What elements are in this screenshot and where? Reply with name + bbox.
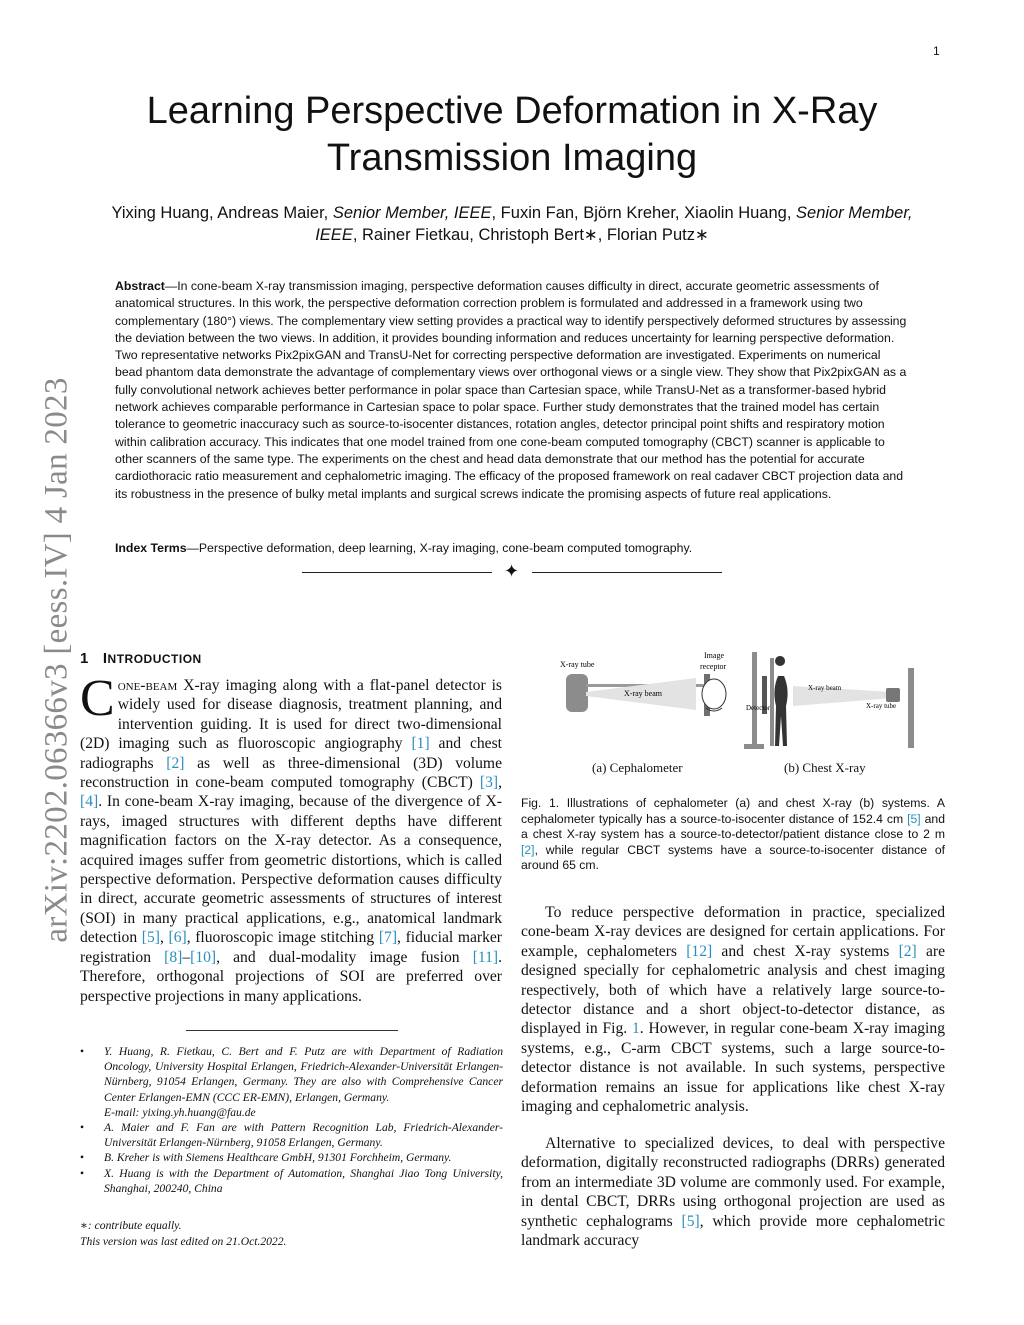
citation-link[interactable]: [5] [141,929,160,947]
footnote-item: • B. Kreher is with Siemens Healthcare GmbH, 91301 Forchheim, Germany. [80,1150,503,1165]
index-terms-text: —Perspective deformation, deep learning, X-ray imaging, cone-beam computed tomography. [186,541,693,555]
footnote-text: Y. Huang, R. Fietkau, C. Bert and F. Putz are with Department of Radiation Oncology, University Hospital Erlangen, Friedrich-Alexander-Universität Erlangen-Nürnberg, 91054 Erlangen, Germany. They are also with Comprehensive Cancer Center Erlangen-EMN (CCC ER-EMN), Erlangen, Germany. [104,1045,503,1104]
section-number: 1 [80,650,89,667]
citation-link[interactable]: [11] [472,948,499,966]
figure-label: X-ray tube [866,702,897,710]
paragraph-text: To reduce perspective deformation in practice, specialized cone-beam X-ray devices are designed for certain applications. For example, cephalometers [521,904,945,960]
citation-link[interactable]: [12] [686,942,713,960]
section-title-rest: NTRODUCTION [107,652,202,666]
paragraph-text: Alternative to specialized devices, to deal with perspective deformation, digitally reconstructed radiographs (DRRs) generated from an intermediate 3D volume are commonly used. For example, in dental CBCT, DRRs using orthogonal projection are used as synthetic cephalograms [521,1135,945,1230]
intro-text: , and dual-modality image fusion [216,948,473,966]
paragraph-text: . However, in regular cone-beam X-ray imaging systems, e.g., C-arm CBCT systems, such a large source-to-detector distance is not available. In such systems, perspective deformation remains an issue for applications like chest X-ray imaging and cephalometric analysis. [521,1020,945,1116]
cephalometer-panel [560,651,727,716]
footnote-item [80,1044,503,1120]
citation-link[interactable]: [10] [190,948,217,966]
figure-label: X-ray tube [560,660,595,669]
divider-diamond-icon: ✦ [504,561,520,581]
caption-text: , while regular CBCT systems have a source-to-isocenter distance of around 65 cm. [521,842,945,872]
footnote-item: • A. Maier and F. Fan are with Pattern Recognition Lab, Friedrich-Alexander-Universität Erlangen-Nürnberg, 91058 Erlangen, Germany. [80,1120,503,1150]
divider-line-right [532,572,722,573]
page-number: 1 [933,44,940,58]
abstract-text: —In cone-beam X-ray transmission imaging, perspective deformation causes difficulty in direct, accurate geometric assessments of anatomical structures. In this work, the perspective deformation correction problem is formulated and addressed in a framework using two complementary (180°) views. The complementary view setting provides a practical way to identify perspectively deformed structures by assessing the deviation between the two views. In addition, it provides bounding information and reduces uncertainty for learning perspective deformation. Two representative networks Pix2pixGAN and TransU-Net for correcting perspective deformation are investigated. Experiments on numerical bead phantom data demonstrate the advantage of complementary views over orthogonal views or a single view. They show that Pix2pixGAN as a fully convolutional network achieves better performance in polar space than Cartesian space, while TransU-Net as a transformer-based hybrid network achieves comparable performance in Cartesian space to polar space. Further study demonstrates that the trained model has certain tolerance to geometric inaccuracy such as source-to-isocenter distances, rotation angles, detector principal point shifts and respiratory motion within calibration accuracy. This indicates that one model trained from one cone-beam computed tomography (CBCT) scanner is applicable to other scanners of the same type. The experiments on the chest and head data demonstrate that our method has the potential for accurate cardiothoracic ratio measurement and cephalometric imaging. The efficacy of the proposed framework on real cadaver CBCT projection data and its robustness in the presence of bulky metal implants and surgical screws indicate the promising aspects of future real applications. [115,279,907,501]
footnote-email: E-mail: yixing.yh.huang@fau.de [104,1105,256,1119]
intro-text: – [182,948,191,966]
paper-title: Learning Perspective Deformation in X-Ray Transmission Imaging [146,90,878,179]
figure-label: Detector [746,704,771,712]
patient-head-a [702,679,726,709]
figure-reference-link[interactable]: 1 [631,1020,640,1038]
citation-link[interactable]: [1] [411,735,430,753]
citation-link[interactable]: [3] [479,774,499,792]
divider-line-left [302,572,492,573]
detector-stand-2 [770,658,774,746]
citation-link[interactable]: [2] [521,842,535,857]
intro-text: . Therefore, orthogonal projections of SOI are preferred over perspective projections in many applications. [80,948,502,1005]
citation-link[interactable]: [4] [80,793,99,811]
paragraph-text: , which provide more cephalometric landmark accuracy [521,1212,945,1250]
authors-part-3: , Rainer Fietkau, Christoph Bert∗, Florian Putz∗ [352,226,709,244]
intro-text: as well as three-dimensional (3D) volume reconstruction in cone-beam computed tomography (CBCT) [80,754,502,792]
tube-stand [908,668,914,748]
equal-contribution-note: ∗: contribute equally. [80,1219,182,1232]
subfigure-caption-b: (b) Chest X-ray [784,760,866,775]
drop-cap: C [80,670,115,727]
figure-label: X-ray beam [624,689,662,698]
intro-paragraph [80,670,503,1006]
index-terms-label: Index Terms [115,541,187,555]
body-paragraph [521,1134,945,1250]
author-role-1: Senior Member, IEEE [332,204,492,222]
page-notes [80,1218,503,1249]
detector-stand [752,652,757,746]
citation-link[interactable]: [6] [168,929,187,947]
intro-text: , fluoroscopic image stitching [186,929,379,947]
paragraph-text: are designed specially for cephalometric analysis and chest imaging respectively, both of which have a relatively large source-to-detector distance and a short object-to-detector distance, as displayed in Fig. [521,942,945,1038]
intro-lead: one-beam [117,677,178,694]
citation-link[interactable]: [2] [898,942,917,960]
citation-link[interactable]: [5] [681,1212,700,1230]
abstract-label: Abstract [115,279,165,293]
intro-text: . In cone-beam X-ray imaging, because of the divergence of X-rays, imaged structures with different depths have different magnification factors on the X-ray detector. As a consequence, acquired images suffer from geometric distortions, which is called perspective deformation. Perspective deformation causes difficulty in direct, accurate geometric assessments of structures of interest (SOI) in many practical applications, e.g., anatomical landmark detection [80,793,502,947]
author-role-2: Senior Member, IEEE [315,204,913,244]
intro-text: , fiducial marker registration [80,929,502,966]
authors-part-1: Yixing Huang, Andreas Maier, [111,204,333,222]
index-terms [115,540,909,557]
intro-text: , [159,929,169,947]
section-title-initial: I [102,650,108,667]
citation-link[interactable]: [7] [378,929,398,947]
chest-xray-panel [744,652,914,749]
section-heading [80,650,202,667]
caption-text: Fig. 1. Illustrations of cephalometer (a) and chest X-ray (b) systems. A cephalometer typically has a source-to-isocenter distance of 152.4 cm [521,796,945,826]
xray-tube-b [886,688,900,702]
footnote-item: • X. Huang is with the Department of Automation, Shanghai Jiao Tong University, Shanghai, 200240, China [80,1166,503,1196]
paragraph-text: and chest X-ray systems [712,942,899,960]
intro-text: and chest radiographs [80,735,503,772]
figure-label: receptor [700,662,727,671]
figure-caption [521,796,945,874]
body-paragraph [521,903,945,1116]
figure-label: Image [704,651,724,660]
intro-text: , [498,774,502,792]
citation-link[interactable]: [2] [166,754,185,772]
citation-link[interactable]: [8] [164,948,183,966]
subfigure-caption-a: (a) Cephalometer [592,760,683,775]
abstract [115,278,909,503]
figure-label: X-ray beam [808,684,842,692]
caption-text: and a chest X-ray system has a source-to-detector/patient distance close to 2 m [521,811,945,841]
intro-text: X-ray imaging along with a flat-panel detector is widely used for disease diagnosis, treatment planning, and intervention guiding. It is used for direct two-dimensional (2D) imaging such as fluoroscopic angiography [80,677,502,753]
arxiv-identifier: arXiv:2202.06366v3 [eess.IV] 4 Jan 2023 [38,377,75,943]
xray-tube-housing [566,674,588,712]
author-list [92,202,932,246]
affiliation-footnotes [80,1044,503,1196]
footnote-rule [186,1030,398,1031]
section-divider [300,561,724,581]
version-note: This version was last edited on 21.Oct.2022. [80,1234,287,1248]
authors-part-2: , Fuxin Fan, Björn Kreher, Xiaolin Huang, [491,204,797,222]
citation-link[interactable]: [5] [907,811,921,826]
patient-body-b [774,656,787,746]
